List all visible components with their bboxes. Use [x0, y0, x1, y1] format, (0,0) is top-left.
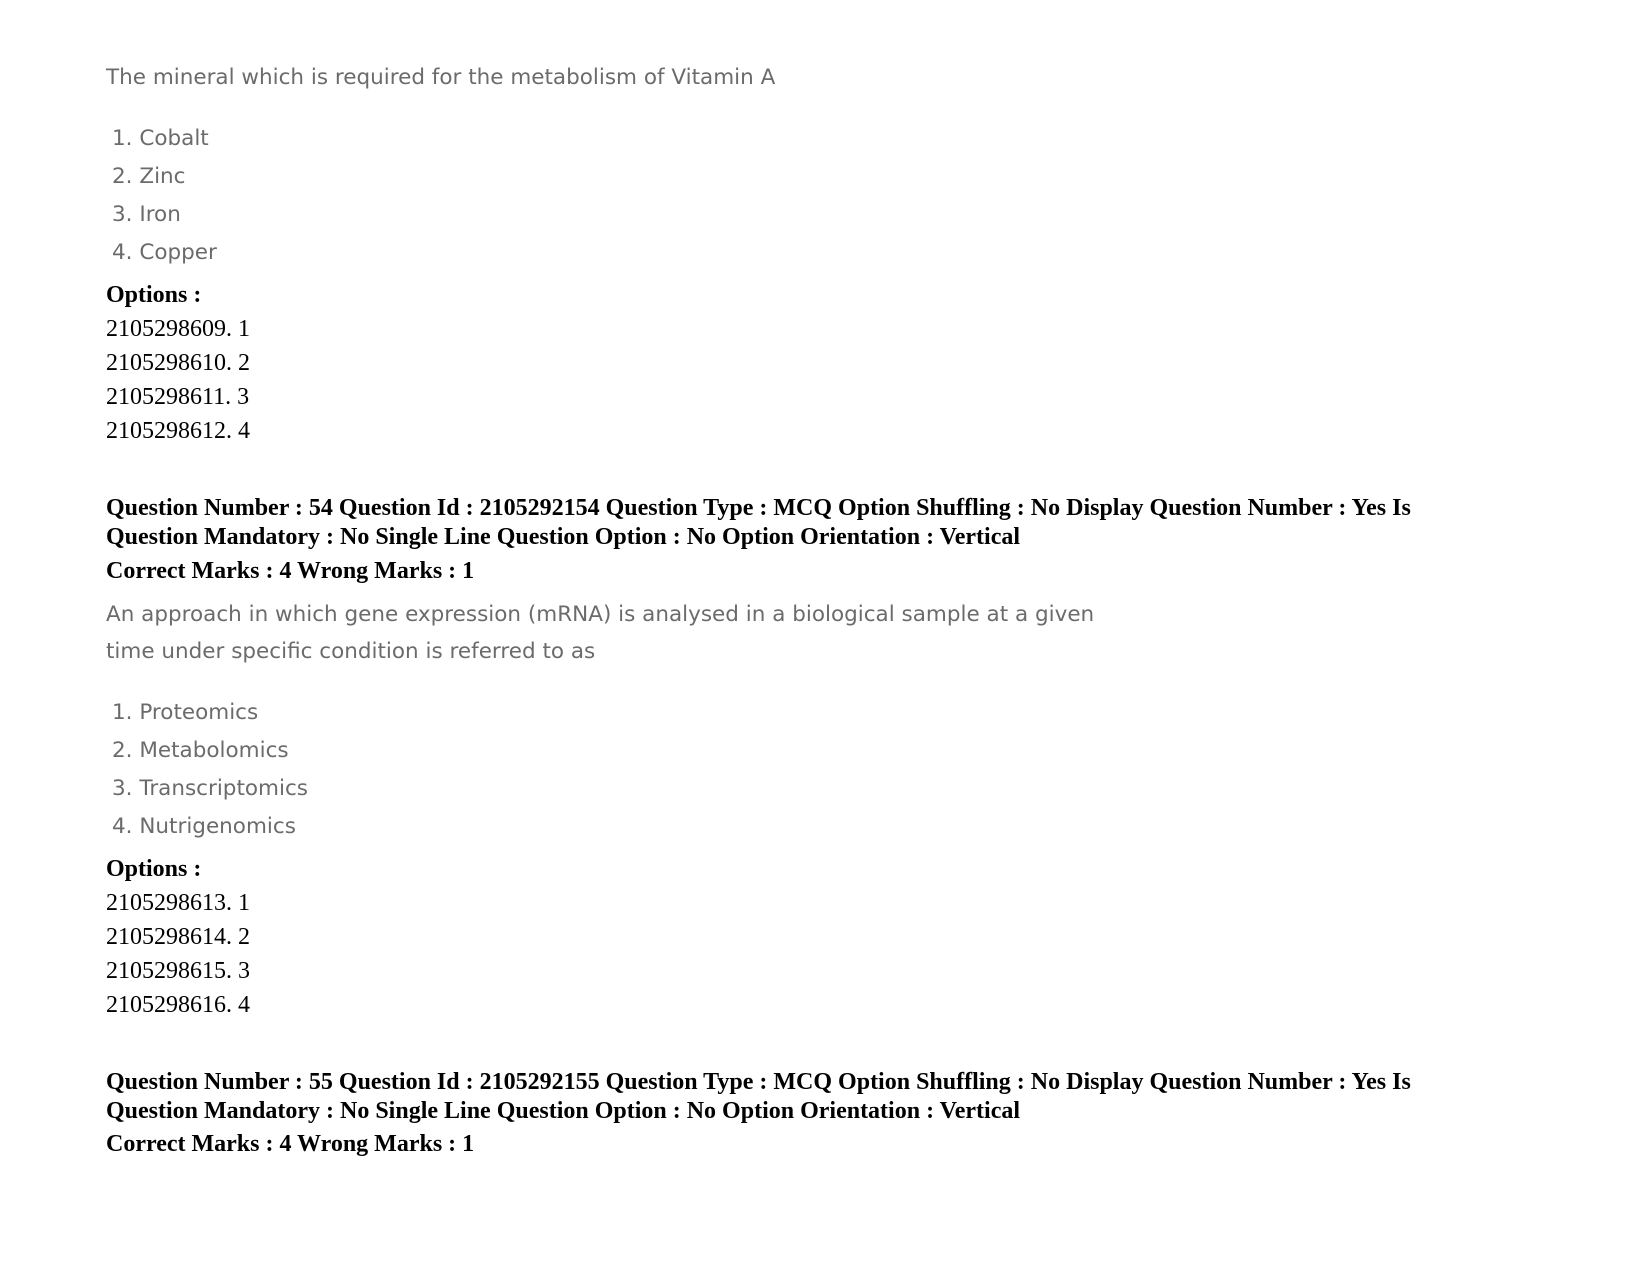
option-id: 2105298610. 2	[106, 350, 250, 376]
question-text-line-1: An approach in which gene expression (mRNA) is analysed in a biological sample at a given	[106, 602, 1095, 627]
marks-line: Correct Marks : 4 Wrong Marks : 1	[106, 1131, 475, 1157]
option-id: 2105298613. 1	[106, 890, 250, 916]
marks-line: Correct Marks : 4 Wrong Marks : 1	[106, 558, 475, 584]
options-label: Options :	[106, 856, 202, 882]
question-54-marks	[106, 554, 474, 588]
option-id: 2105298615. 3	[106, 958, 250, 984]
question-meta: Question Number : 54 Question Id : 2105292154 Question Type : MCQ Option Shuffling : No Display Question Number : Yes Is Question Mandatory : No Single Line Question Option : No Option Orientation : Vertical	[106, 495, 1411, 550]
choice-item: 2. Zinc	[112, 164, 186, 189]
choice-item: 4. Copper	[112, 240, 217, 265]
choice-item: 2. Metabolomics	[112, 738, 289, 763]
option-id: 2105298614. 2	[106, 924, 250, 950]
question-55-marks	[106, 1127, 474, 1161]
options-label: Options :	[106, 282, 202, 308]
choice-item: 3. Iron	[112, 202, 181, 227]
question-53-choices	[106, 120, 217, 272]
option-id: 2105298616. 4	[106, 992, 250, 1018]
option-id: 2105298612. 4	[106, 418, 250, 444]
choice-item: 1. Proteomics	[112, 700, 259, 725]
question-54-block	[106, 596, 1094, 670]
option-id: 2105298611. 3	[106, 384, 250, 410]
option-id: 2105298609. 1	[106, 316, 250, 342]
question-54-choices	[106, 694, 308, 846]
question-54-options	[106, 852, 250, 1022]
question-54-header	[106, 494, 1506, 552]
question-text-line-2: time under specific condition is referred to as	[106, 639, 596, 664]
question-53-options	[106, 278, 250, 448]
question-55-header	[106, 1068, 1506, 1126]
choice-item: 4. Nutrigenomics	[112, 814, 296, 839]
question-text: The mineral which is required for the metabolism of Vitamin A	[106, 65, 776, 90]
question-53-block	[106, 59, 775, 96]
choice-item: 3. Transcriptomics	[112, 776, 308, 801]
question-meta: Question Number : 55 Question Id : 2105292155 Question Type : MCQ Option Shuffling : No Display Question Number : Yes Is Question Mandatory : No Single Line Question Option : No Option Orientation : Vertical	[106, 1069, 1411, 1124]
choice-item: 1. Cobalt	[112, 126, 209, 151]
